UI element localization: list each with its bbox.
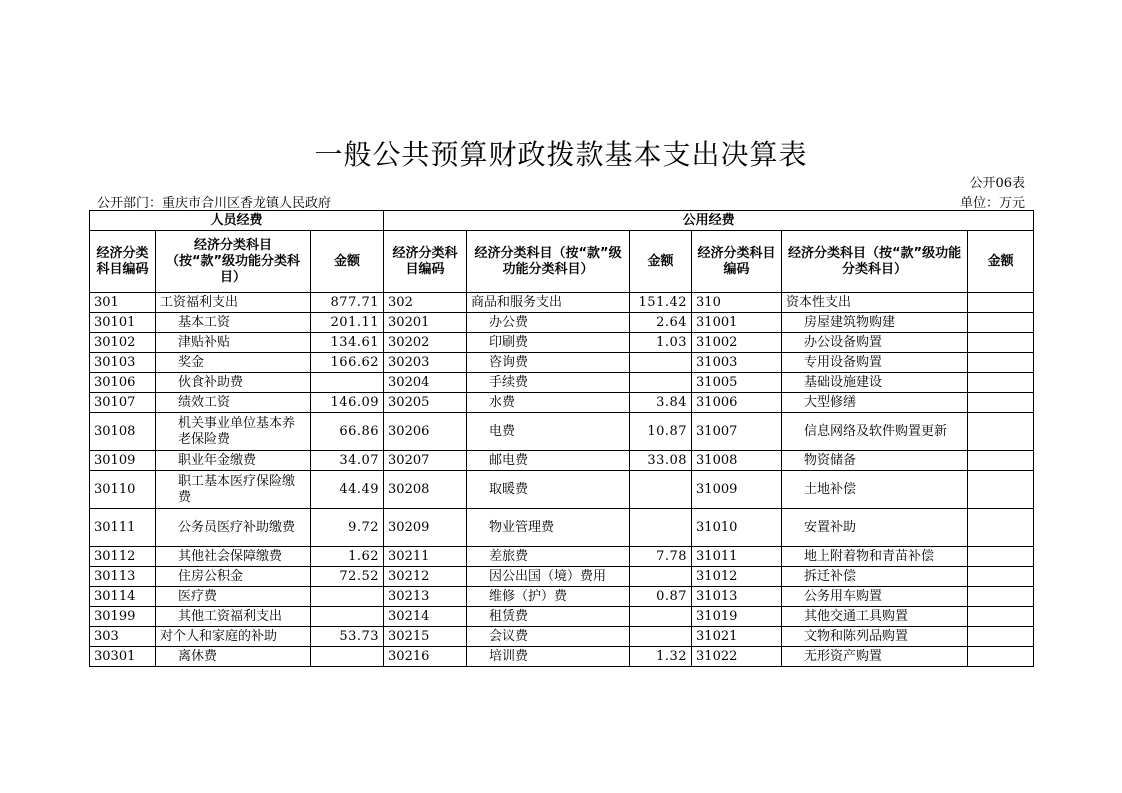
personnel-header: 人员经费 (90, 211, 384, 231)
name-cell: 物业管理费 (467, 509, 630, 547)
amount-cell: 877.71 (311, 293, 384, 313)
amount-cell: 2.64 (630, 313, 692, 333)
name-cell: 奖金 (156, 353, 311, 373)
name-cell: 邮电费 (467, 451, 630, 471)
code-cell: 301 (90, 293, 156, 313)
amount-cell (968, 373, 1034, 393)
name-cell: 电费 (467, 413, 630, 451)
name-cell: 信息网络及软件购置更新 (782, 413, 968, 451)
name-cell: 专用设备购置 (782, 353, 968, 373)
name-cell: 对个人和家庭的补助 (156, 627, 311, 647)
amount-cell (630, 373, 692, 393)
name-cell: 地上附着物和青苗补偿 (782, 547, 968, 567)
amount-cell (968, 393, 1034, 413)
table-row (90, 413, 1034, 451)
code-cell: 31022 (692, 647, 782, 667)
amount-cell: 134.61 (311, 333, 384, 353)
name-cell: 商品和服务支出 (467, 293, 630, 313)
code-cell: 31003 (692, 353, 782, 373)
amount-cell: 201.11 (311, 313, 384, 333)
name-cell: 咨询费 (467, 353, 630, 373)
table-row (90, 509, 1034, 547)
expenditure-table (89, 210, 1034, 667)
amount-cell: 151.42 (630, 293, 692, 313)
table-row (90, 471, 1034, 509)
name-cell: 安置补助 (782, 509, 968, 547)
name-cell: 因公出国（境）费用 (467, 567, 630, 587)
name-cell: 水费 (467, 393, 630, 413)
name-cell: 伙食补助费 (156, 373, 311, 393)
name-cell: 公务用车购置 (782, 587, 968, 607)
name-cell: 资本性支出 (782, 293, 968, 313)
code-cell: 302 (384, 293, 467, 313)
amount-header: 金额 (630, 231, 692, 293)
code-cell: 31001 (692, 313, 782, 333)
code-cell: 30114 (90, 587, 156, 607)
amount-cell (630, 567, 692, 587)
unit-label: 单位：万元 (959, 196, 1025, 211)
name-cell: 文物和陈列品购置 (782, 627, 968, 647)
amount-cell (311, 587, 384, 607)
code-cell: 30205 (384, 393, 467, 413)
amount-cell: 1.32 (630, 647, 692, 667)
amount-cell (968, 313, 1034, 333)
name-header: 经济分类科目（按“款”级功能分类科目） (467, 231, 630, 293)
amount-cell (968, 607, 1034, 627)
amount-cell: 72.52 (311, 567, 384, 587)
name-header: 经济分类科目（按“款”级功能分类科目） (156, 231, 311, 293)
code-cell: 31019 (692, 607, 782, 627)
name-cell: 取暖费 (467, 471, 630, 509)
code-cell: 30216 (384, 647, 467, 667)
code-cell: 30106 (90, 373, 156, 393)
code-cell: 31021 (692, 627, 782, 647)
amount-cell: 0.87 (630, 587, 692, 607)
code-cell: 30212 (384, 567, 467, 587)
amount-cell: 146.09 (311, 393, 384, 413)
amount-cell (311, 647, 384, 667)
name-cell: 房屋建筑物购建 (782, 313, 968, 333)
department-label: 公开部门：重庆市合川区香龙镇人民政府 (97, 196, 332, 211)
name-cell: 土地补偿 (782, 471, 968, 509)
name-cell: 其他交通工具购置 (782, 607, 968, 627)
amount-cell (968, 627, 1034, 647)
code-cell: 30214 (384, 607, 467, 627)
amount-cell: 33.08 (630, 451, 692, 471)
amount-cell: 3.84 (630, 393, 692, 413)
name-cell: 印刷费 (467, 333, 630, 353)
name-cell: 办公费 (467, 313, 630, 333)
code-header: 经济分类科目编码 (384, 231, 467, 293)
name-cell: 物资储备 (782, 451, 968, 471)
table-row (90, 373, 1034, 393)
code-cell: 31002 (692, 333, 782, 353)
table-row (90, 647, 1034, 667)
code-cell: 30203 (384, 353, 467, 373)
name-cell: 机关事业单位基本养老保险费 (156, 413, 311, 451)
code-cell: 30211 (384, 547, 467, 567)
code-cell: 31005 (692, 373, 782, 393)
code-cell: 30207 (384, 451, 467, 471)
table-row (90, 313, 1034, 333)
table-row (90, 353, 1034, 373)
name-cell: 离休费 (156, 647, 311, 667)
name-cell: 拆迁补偿 (782, 567, 968, 587)
table-row (90, 567, 1034, 587)
amount-cell (311, 373, 384, 393)
amount-cell (630, 353, 692, 373)
name-header: 经济分类科目（按“款”级功能分类科目） (782, 231, 968, 293)
code-cell: 30109 (90, 451, 156, 471)
table-number: 公开06表 (969, 176, 1025, 191)
name-cell: 职业年金缴费 (156, 451, 311, 471)
name-cell: 工资福利支出 (156, 293, 311, 313)
code-cell: 30209 (384, 509, 467, 547)
amount-cell (968, 647, 1034, 667)
name-cell: 手续费 (467, 373, 630, 393)
amount-cell (968, 509, 1034, 547)
code-header: 经济分类科目编码 (90, 231, 156, 293)
amount-cell (968, 587, 1034, 607)
name-cell: 其他工资福利支出 (156, 607, 311, 627)
amount-cell (968, 547, 1034, 567)
amount-cell (968, 413, 1034, 451)
name-cell: 职工基本医疗保险缴费 (156, 471, 311, 509)
amount-cell: 44.49 (311, 471, 384, 509)
amount-cell (968, 353, 1034, 373)
name-cell: 培训费 (467, 647, 630, 667)
name-cell: 公务员医疗补助缴费 (156, 509, 311, 547)
name-cell: 无形资产购置 (782, 647, 968, 667)
amount-cell (630, 471, 692, 509)
code-cell: 31012 (692, 567, 782, 587)
code-cell: 31009 (692, 471, 782, 509)
code-cell: 310 (692, 293, 782, 313)
table-row (90, 607, 1034, 627)
code-cell: 31007 (692, 413, 782, 451)
name-cell: 办公设备购置 (782, 333, 968, 353)
code-cell: 30199 (90, 607, 156, 627)
name-cell: 其他社会保障缴费 (156, 547, 311, 567)
amount-cell: 53.73 (311, 627, 384, 647)
name-cell: 津贴补贴 (156, 333, 311, 353)
code-cell: 303 (90, 627, 156, 647)
code-cell: 30107 (90, 393, 156, 413)
code-cell: 30208 (384, 471, 467, 509)
code-cell: 31010 (692, 509, 782, 547)
name-cell: 住房公积金 (156, 567, 311, 587)
amount-cell: 34.07 (311, 451, 384, 471)
name-cell: 基本工资 (156, 313, 311, 333)
name-cell: 租赁费 (467, 607, 630, 627)
amount-cell: 166.62 (311, 353, 384, 373)
table-row (90, 293, 1034, 313)
code-cell: 30213 (384, 587, 467, 607)
name-cell: 维修（护）费 (467, 587, 630, 607)
code-cell: 31013 (692, 587, 782, 607)
name-cell: 大型修缮 (782, 393, 968, 413)
amount-cell: 1.03 (630, 333, 692, 353)
page-title: 一般公共预算财政拨款基本支出决算表 (314, 138, 808, 171)
code-cell: 30206 (384, 413, 467, 451)
table-row (90, 393, 1034, 413)
code-cell: 30204 (384, 373, 467, 393)
name-cell: 绩效工资 (156, 393, 311, 413)
amount-cell (968, 333, 1034, 353)
amount-cell (968, 471, 1034, 509)
code-cell: 30111 (90, 509, 156, 547)
code-cell: 30112 (90, 547, 156, 567)
name-cell: 基础设施建设 (782, 373, 968, 393)
amount-cell: 10.87 (630, 413, 692, 451)
code-cell: 30202 (384, 333, 467, 353)
table-row (90, 587, 1034, 607)
code-cell: 30108 (90, 413, 156, 451)
table-row (90, 451, 1034, 471)
code-cell: 31011 (692, 547, 782, 567)
public-header: 公用经费 (384, 211, 1034, 231)
code-cell: 30103 (90, 353, 156, 373)
amount-cell (968, 567, 1034, 587)
amount-cell (630, 627, 692, 647)
code-cell: 30101 (90, 313, 156, 333)
code-cell: 30215 (384, 627, 467, 647)
code-cell: 30301 (90, 647, 156, 667)
table-row (90, 627, 1034, 647)
code-cell: 30201 (384, 313, 467, 333)
code-cell: 31006 (692, 393, 782, 413)
code-cell: 31008 (692, 451, 782, 471)
table-row (90, 547, 1034, 567)
name-cell: 医疗费 (156, 587, 311, 607)
table-row (90, 333, 1034, 353)
amount-cell (968, 451, 1034, 471)
amount-cell (311, 607, 384, 627)
code-cell: 30102 (90, 333, 156, 353)
amount-header: 金额 (968, 231, 1034, 293)
amount-cell: 7.78 (630, 547, 692, 567)
amount-cell: 66.86 (311, 413, 384, 451)
name-cell: 差旅费 (467, 547, 630, 567)
amount-cell: 1.62 (311, 547, 384, 567)
amount-cell (630, 509, 692, 547)
code-cell: 30110 (90, 471, 156, 509)
amount-header: 金额 (311, 231, 384, 293)
name-cell: 会议费 (467, 627, 630, 647)
amount-cell: 9.72 (311, 509, 384, 547)
amount-cell (968, 293, 1034, 313)
code-cell: 30113 (90, 567, 156, 587)
amount-cell (630, 607, 692, 627)
code-header: 经济分类科目编码 (692, 231, 782, 293)
